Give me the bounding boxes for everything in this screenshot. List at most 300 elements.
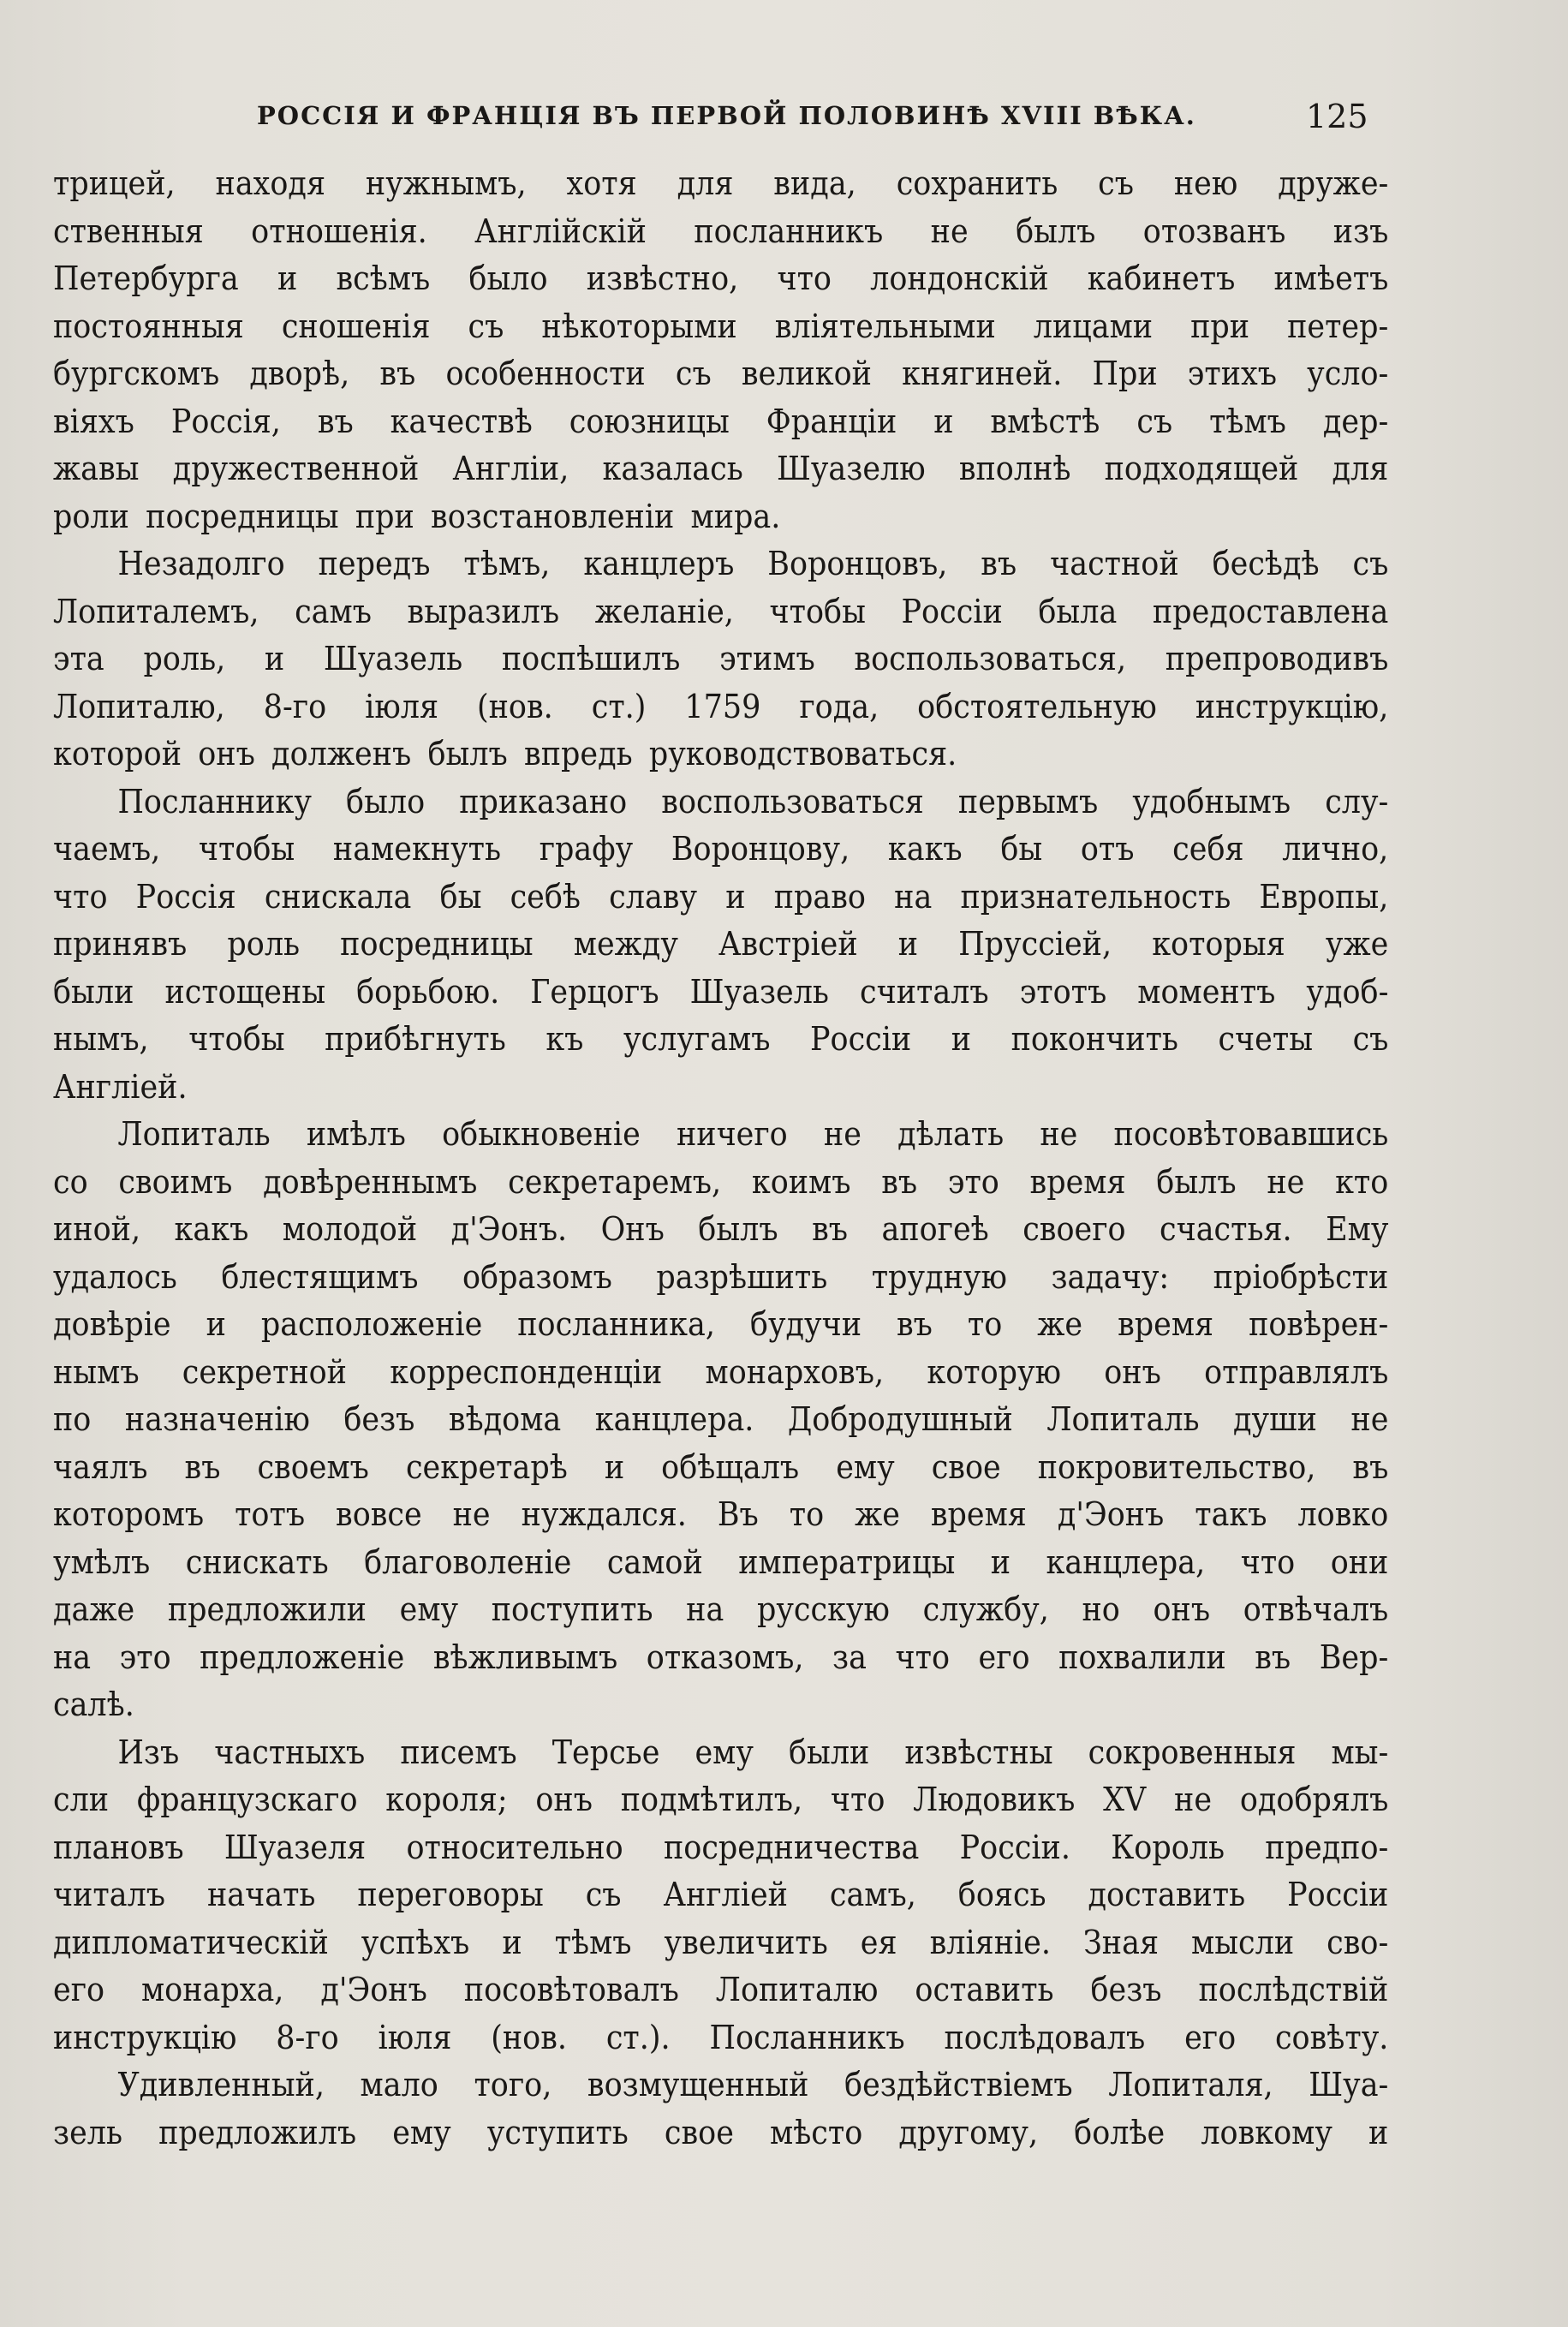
word: мысли [1191,1923,1295,1961]
text-line [53,1396,1388,1444]
word: отправлялъ [1204,1352,1389,1391]
word: на [686,1590,724,1628]
word: обыкновеніе [442,1115,641,1153]
word: ственныя [53,212,204,250]
word: другому, [898,2113,1039,2151]
word: ловко [1297,1495,1389,1533]
word: расположеніе [260,1305,483,1343]
word: предложили [167,1590,367,1628]
word: подмѣтилъ, [620,1781,803,1818]
text-line [53,1206,1388,1254]
word: нымъ [53,1352,140,1391]
word: канцлера, [1046,1542,1206,1581]
page-number: 125 [1306,98,1368,135]
word: казалась [602,450,743,487]
text-line [53,1871,1388,1919]
word: былъ [427,735,508,773]
word: постоянныя [53,307,244,345]
word: ничего [676,1115,788,1153]
word: Воронцову, [671,830,850,868]
word: усло- [1307,355,1389,392]
word: вполнѣ [958,450,1071,487]
word: покончить [1011,1020,1178,1058]
word: руководствоваться. [648,735,957,773]
word: лично, [1282,830,1389,868]
word: Удивленный, [117,2066,325,2103]
word: вида, [773,164,856,202]
word: нуждался. [521,1495,687,1533]
word: не [930,212,969,250]
word: имѣлъ [306,1115,406,1153]
word: посредничества [664,1828,920,1866]
word: безъ [1090,1971,1162,2008]
word: довѣріе [53,1305,171,1343]
word: въ [317,402,354,440]
word: и [502,1923,522,1961]
word: трицей, [53,164,176,202]
text-line [53,1064,1388,1112]
word: Россія, [170,402,281,440]
word: онъ [1104,1352,1161,1391]
word: прибѣгнуть [325,1020,506,1058]
word: секретной [182,1352,347,1391]
word: возстановленіи [431,497,675,535]
word: частныхъ [214,1733,366,1771]
word: Австріей [718,925,858,963]
word: д'Эонъ [320,1971,427,2008]
word: время [1029,1162,1126,1201]
word: дѣлать [897,1115,1005,1153]
word: съ [675,355,712,392]
word: совѣту. [1274,2018,1389,2056]
word: Россіи. [959,1828,1070,1866]
word: Воронцовъ, [767,545,948,582]
word: не [452,1495,491,1533]
word: Лопиталя, [1108,2066,1273,2103]
word: которую [927,1352,1062,1391]
text-line [53,160,1388,208]
word: года, [799,687,879,725]
word: такъ [1195,1495,1267,1533]
word: мало [360,2066,438,2103]
word: д'Эонъ [1057,1495,1165,1533]
word: д'Эонъ. [450,1210,568,1248]
word: инструкцію [53,2018,237,2056]
word: слу- [1325,782,1389,820]
word: тотъ [235,1495,306,1533]
word: роль [227,925,301,963]
word: канцлера. [594,1400,754,1438]
word: были [53,972,134,1011]
word: переговоры [357,1876,544,1913]
word: коимъ [751,1162,851,1201]
word: кто [1335,1162,1389,1201]
word: удоб- [1306,972,1389,1011]
word: для [1332,450,1389,487]
word: повѣрен- [1249,1305,1389,1343]
word: Лопиталю, [53,687,225,725]
word: снискала [264,877,412,916]
word: было [468,260,548,297]
word: Лопиталь [1046,1400,1200,1438]
word: лондонскій [870,260,1049,297]
word: были [788,1733,870,1771]
word: впредь [524,735,633,773]
text-line [53,921,1388,969]
word: пріобрѣсти [1213,1257,1389,1296]
word: была [1038,592,1118,630]
word: XV [1103,1781,1147,1818]
word: же [855,1495,900,1533]
word: русскую [756,1590,890,1628]
word: въ [1255,1638,1291,1676]
word: воспользоваться, [854,640,1127,677]
word: мы- [1331,1733,1389,1771]
word: же [1037,1305,1083,1343]
word: ему [392,2113,451,2151]
word: эта [53,640,104,677]
word: ловкому [1201,2113,1333,2151]
word: кабинетъ [1087,260,1236,297]
word: Англіи, [452,450,569,487]
word: вмѣстѣ [990,402,1100,440]
text-line [53,1729,1388,1777]
text-line [53,1634,1388,1682]
word: ему [836,1447,895,1486]
word: мѣсто [770,2113,863,2151]
text-line [53,2061,1388,2109]
word: 1759 [684,687,761,725]
word: Изъ [117,1733,180,1771]
word: на [894,877,933,916]
word: что [53,877,108,916]
word: оставить [915,1971,1054,2008]
text-line [53,350,1388,398]
word: чтобы [769,592,866,630]
word: и [897,925,919,963]
word: Лопиталь [117,1115,271,1153]
word: что [895,1638,951,1676]
word: къ [546,1020,584,1058]
word: поспѣшилъ [501,640,681,677]
word: уступить [486,2113,629,2151]
word: тѣмъ, [463,545,551,582]
text-line [53,1586,1388,1634]
text-line [53,493,1388,541]
word: безъ [343,1400,415,1438]
word: было [346,782,426,820]
word: зель [53,2113,123,2151]
word: хотя [566,164,637,202]
word: Король [1111,1828,1225,1866]
word: они [1330,1542,1389,1581]
word: славу [609,877,698,916]
word: имѣетъ [1273,260,1389,297]
word: блестящимъ [221,1257,419,1296]
word: Онъ [600,1210,665,1248]
word: въ [881,1162,918,1201]
word: своимъ [118,1162,233,1201]
word: извѣстны [904,1733,1053,1771]
word: время [1118,1305,1214,1343]
word: иной, [53,1210,141,1248]
word: При [1092,355,1158,392]
word: дворѣ, [249,355,350,392]
word: Петербурга [53,260,239,297]
word: намекнуть [332,830,502,868]
word: съ [1352,545,1389,582]
word: Герцогъ [530,972,659,1011]
word: даже [53,1590,135,1628]
text-line [53,1776,1388,1824]
word: его [53,1971,105,2008]
word: этихъ [1187,355,1277,392]
word: короля; [385,1781,508,1818]
word: Англіей. [53,1067,188,1106]
word: своемъ [257,1447,369,1486]
word: Шуазель [323,640,463,677]
word: онъ [1153,1590,1211,1628]
word: желаніе, [594,592,734,630]
word: союзницы [569,402,730,440]
word: Россія [135,877,236,916]
word: Шуазелю [776,450,926,487]
word: умѣлъ [53,1542,151,1581]
word: покровительство, [1037,1447,1316,1486]
text-line [53,731,1388,779]
word: снискать [185,1542,329,1581]
word: отъ [1080,830,1135,868]
word: болѣе [1074,2113,1166,2151]
word: 8-го [276,2018,339,2056]
word: этимъ [719,640,815,677]
word: самъ [295,592,372,630]
word: начать [206,1876,316,1913]
word: но [1082,1590,1120,1628]
text-line [53,1016,1388,1064]
text-line [53,683,1388,731]
word: не [1350,1400,1389,1438]
word: отказомъ, [646,1638,804,1676]
word: великой [741,355,872,392]
word: дер- [1322,402,1389,440]
word: и [1368,2113,1389,2151]
word: въ [184,1447,221,1486]
word: тѣмъ [1209,402,1286,440]
word: что [830,1781,885,1818]
word: себя [1172,830,1244,868]
word: віяхъ [53,402,134,440]
word: службу, [922,1590,1049,1628]
word: доставить [1088,1876,1246,1913]
word: и [951,1020,972,1058]
word: извѣстно, [586,260,739,297]
word: съ [1352,1020,1389,1058]
word: съ [585,1876,622,1913]
word: былъ [1016,212,1096,250]
word: Ему [1326,1210,1389,1248]
word: былъ [698,1210,778,1248]
word: въ [897,1305,933,1343]
word: секретарѣ [405,1447,568,1486]
word: при [355,497,414,535]
word: время [930,1495,1027,1533]
word: плановъ [53,1828,184,1866]
word: задачу: [1051,1257,1170,1296]
word: и [933,402,954,440]
word: дипломатическій [53,1923,329,1961]
word: которомъ [53,1495,205,1533]
word: и [990,1542,1011,1581]
word: своего [1022,1210,1126,1248]
word: услугамъ [623,1020,771,1058]
word: души [1233,1400,1317,1438]
word: ея [860,1923,897,1961]
word: при [1190,307,1250,345]
word: свое [931,1447,1001,1486]
word: довѣреннымъ [263,1162,478,1201]
word: не [1267,1162,1305,1201]
word: (нов. [491,2018,568,2056]
word: монарховъ, [705,1352,885,1391]
word: удалось [53,1257,177,1296]
word: какъ [174,1210,249,1248]
word: вѣжливымъ [432,1638,618,1676]
word: жавы [53,450,140,487]
word: не [1174,1781,1213,1818]
word: канцлеръ [583,545,735,582]
word: какъ [887,830,963,868]
word: это [947,1162,999,1201]
word: чтобы [188,1020,285,1058]
word: Посланнику [117,782,312,820]
word: онъ [198,735,255,773]
word: сношенія [281,307,431,345]
word: относительно [406,1828,623,1866]
word: истощены [164,972,326,1011]
word: посланникъ [694,212,884,250]
word: съ [468,307,504,345]
word: и [604,1447,625,1486]
word: въ [981,545,1017,582]
text-line [53,1491,1388,1539]
word: не [823,1115,862,1153]
word: свое [664,2113,734,2151]
word: Россіи [1287,1876,1389,1913]
word: послѣдовалъ [944,2018,1146,2056]
word: изъ [1333,212,1389,250]
word: похвалили [1058,1638,1226,1676]
text-line [53,635,1388,683]
word: роль, [143,640,226,677]
word: нымъ, [53,1020,149,1058]
word: чтобы [198,830,295,868]
word: долженъ [271,735,412,773]
word: бесѣдѣ [1212,545,1320,582]
word: между [573,925,678,963]
word: вліяніе. [929,1923,1051,1961]
word: увеличить [664,1923,828,1961]
word: онъ [535,1781,593,1818]
word: передъ [318,545,431,582]
word: Людовикъ [913,1781,1076,1818]
word: Незадолго [117,545,285,582]
word: бы [1000,830,1043,868]
word: и [264,640,285,677]
text-line [53,1539,1388,1587]
word: секретаремъ, [508,1162,722,1201]
text-line [53,1111,1388,1159]
word: вѣдома [448,1400,562,1438]
body-text [53,160,1389,2157]
word: того, [474,2066,552,2103]
text-line [53,826,1388,874]
word: обстоятельную [917,687,1157,725]
word: ему [695,1733,754,1771]
word: отвѣчалъ [1243,1590,1389,1628]
word: уже [1325,925,1389,963]
word: препроводивъ [1165,640,1389,677]
word: предложилъ [158,2113,357,2151]
word: образомъ [462,1257,612,1296]
word: за [832,1638,867,1676]
word: читалъ [53,1876,166,1913]
word: не [1040,1115,1078,1153]
word: вліятельными [774,307,996,345]
text-line [53,1919,1388,1967]
word: то [967,1305,1003,1343]
word: Россіи [901,592,1003,630]
running-header: РОССІЯ И ФРАНЦІЯ ВЪ ПЕРВОЙ ПОЛОВИНѢ XVIII ВѢКА. [257,101,1196,130]
word: друже- [1278,164,1389,202]
word: посредницы [340,925,534,963]
text-line [53,1681,1388,1729]
word: по [53,1400,92,1438]
word: Лопиталю [715,1971,879,2008]
word: съ [1098,164,1134,202]
word: въ [812,1210,849,1248]
word: чаемъ, [53,830,161,868]
word: бы [439,877,482,916]
text-line [53,874,1388,922]
word: ст.) [591,687,647,725]
word: признательность [960,877,1231,916]
word: то [789,1495,825,1533]
word: Франціи [766,402,897,440]
word: частной [1050,545,1179,582]
text-line [53,1301,1388,1349]
text-line [53,1444,1388,1492]
word: посовѣтовавшись [1113,1115,1389,1153]
text-line [53,445,1388,493]
word: счеты [1218,1020,1314,1058]
word: сво- [1327,1923,1389,1961]
word: Шуазеля [224,1828,367,1866]
word: отношенія. [251,212,427,250]
word: въ [1352,1447,1389,1486]
text-line [53,588,1388,636]
word: первымъ [957,782,1099,820]
text-line [53,303,1388,351]
word: Вер- [1319,1638,1389,1676]
word: что [1240,1542,1296,1581]
word: молодой [282,1210,418,1248]
word: боясь [957,1876,1046,1913]
word: приказано [459,782,628,820]
word: петер- [1287,307,1389,345]
text-line [53,1349,1388,1397]
word: былъ [1156,1162,1237,1201]
